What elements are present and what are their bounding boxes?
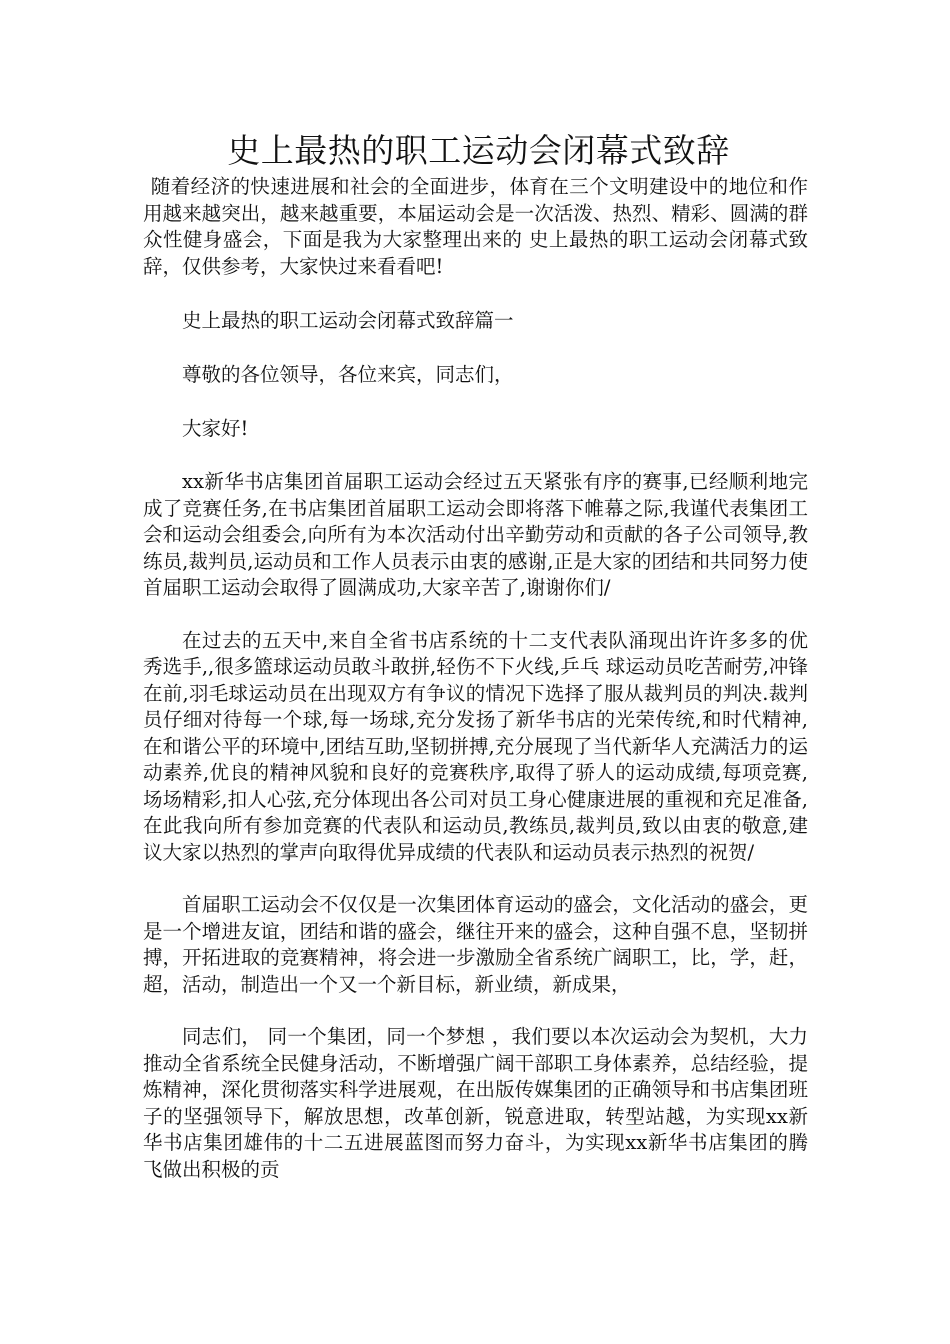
intro-paragraph: 随着经济的快速进展和社会的全面进步，体育在三个文明建设中的地位和作用越来越突出，越来越重要，本届运动会是一次活泼、热烈、精彩、圆满的群众性健身盛会，下面是我为大家整理出来的 史上最热的职工运动会闭幕式致辞，仅供参考，大家快过来看看吧! <box>143 175 808 278</box>
greeting: 大家好! <box>182 417 249 440</box>
body-paragraph-1: xx新华书店集团首届职工运动会经过五天紧张有序的赛事,已经顺利地完成了竞赛任务,在书店集团首届职工运动会即将落下帷幕之际,我谨代表集团工会和运动会组委会,向所有为本次活动付出辛勤劳动和贡献的各子公司领导,教练员,裁判员,运动员和工作人员表示由衷的感谢,正是大家的团结和共同努力使首届职工运动会取得了圆满成功,大家辛苦了,谢谢你们/ <box>143 470 808 599</box>
document-title: 史上最热的职工运动会闭幕式致辞 <box>227 131 730 170</box>
body-paragraph-3: 首届职工运动会不仅仅是一次集团体育运动的盛会，文化活动的盛会，更是一个增进友谊，团结和谐的盛会，继往开来的盛会，这种自强不息，坚韧拼搏，开拓进取的竞赛精神，将会进一步激励全省系统广阔职工，比，学，赶，超，活动，制造出一个又一个新目标，新业绩，新成果， <box>143 893 808 996</box>
section-heading: 史上最热的职工运动会闭幕式致辞篇一 <box>182 309 514 332</box>
body-paragraph-2: 在过去的五天中,来自全省书店系统的十二支代表队涌现出许许多多的优秀选手,,很多篮球运动员敢斗敢拼,轻伤不下火线,乒乓 球运动员吃苦耐劳,冲锋在前,羽毛球运动员在出现双方有争议的情况下选择了服从裁判员的判决.裁判员仔细对待每一个球,每一场球,充分发扬了新华书店的光荣传统,和时代精神,在和谐公平的环境中,团结互助,坚韧拼搏,充分展现了当代新华人充满活力的运动素养,优良的精神风貌和良好的竞赛秩序,取得了骄人的运动成绩,每项竞赛,场场精彩,扣人心弦,充分体现出各公司对员工身心健康进展的重视和充足准备,在此我向所有参加竞赛的代表队和运动员,教练员,裁判员,致以由衷的敬意,建议大家以热烈的掌声向取得优异成绩的代表队和运动员表示热烈的祝贺/ <box>143 628 808 864</box>
document-page <box>143 128 808 1183</box>
salutation: 尊敬的各位领导，各位来宾，同志们， <box>182 363 514 386</box>
body-paragraph-4: 同志们， 同一个集团，同一个梦想 ，我们要以本次运动会为契机，大力推动全省系统全民健身活动，不断增强广阔干部职工身体素养，总结经验，提炼精神，深化贯彻落实科学进展观，在出版传媒集团的正确领导和书店集团班子的坚强领导下，解放思想，改革创新，锐意进取，转型站越，为实现xx新华书店集团雄伟的十二五进展蓝图而努力奋斗，为实现xx新华书店集团的腾飞做出积极的贡 <box>143 1025 808 1181</box>
